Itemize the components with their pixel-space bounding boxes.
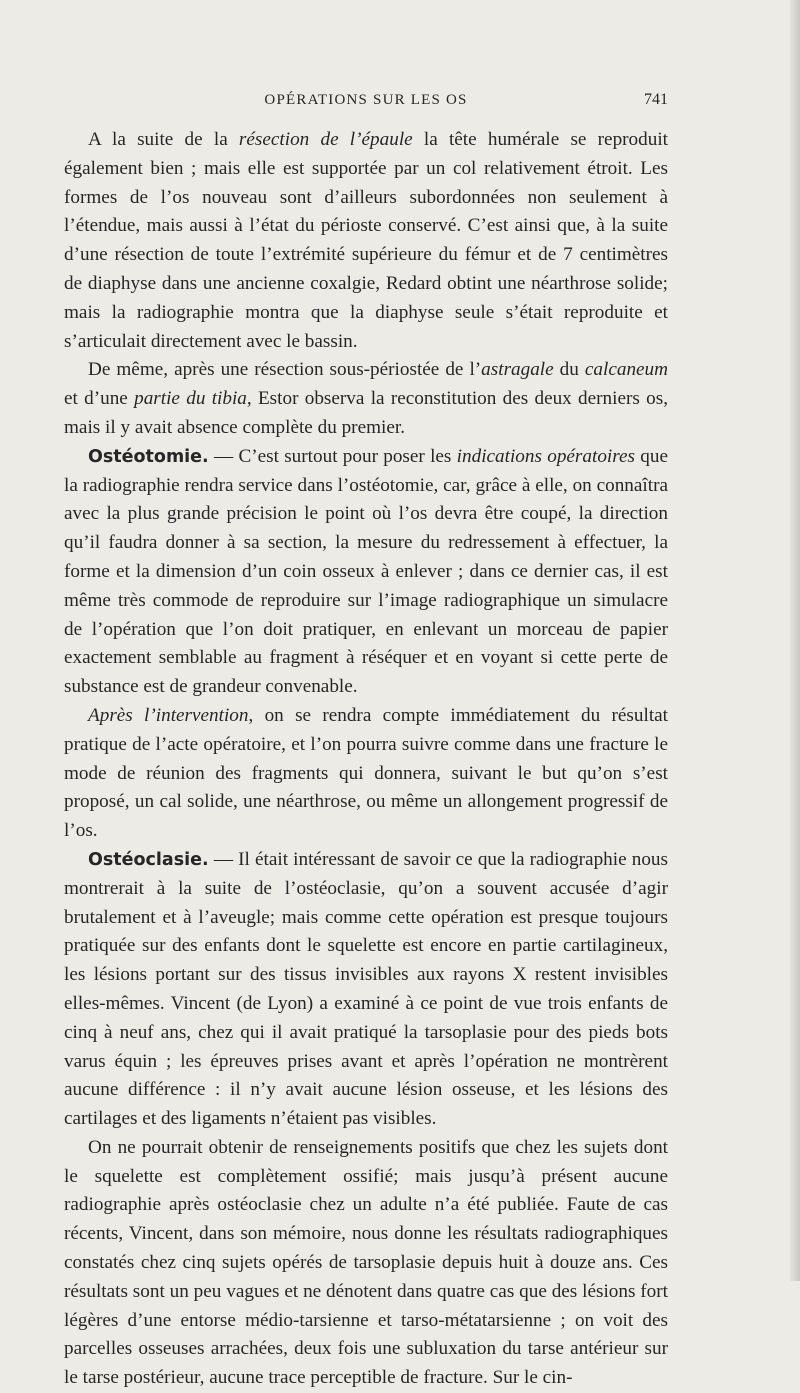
text-run: , on se rendra compte immédiatement du résultat pratique de l’acte opératoire, et l’on pourra suivre comme dans une fracture le mode de réunion des fragments qui donnera, suivant le but qu’on s’est proposé, un cal solide, une néarthrose, ou même un allongement progressif de l’os. — [64, 704, 668, 842]
italic-term: résection de l’épaule — [238, 129, 413, 150]
paragraph-resultats — [64, 1134, 668, 1393]
text-run: la tête humérale se reproduit également bien ; mais elle est supportée par un col relativement étroit. Les formes de l’os nouveau sont d’ailleurs subordonnées non seulement à l’étendue, mais aussi à l’état du périoste conservé. C’est ainsi que, à la suite d’une résection de toute l’extrémité supérieure du fémur et de 7 centimètres de diaphyse dans une ancienne coxalgie, Redard obtint une néarthrose solide; mais la radiographie montra que la diaphyse seule s’était reproduite et s’articulait directement avec le bassin. — [64, 129, 668, 352]
paragraph-osteotomie — [64, 443, 668, 702]
paragraph-intervention — [64, 702, 668, 846]
page-edge — [790, 0, 800, 1281]
text-run: — Il était intéressant de savoir ce que la radiographie nous montrerait à la suite de l’ostéoclasie, qu’on a souvent accusée d’agir brutalement et à l’aveugle; mais comme cette opération est presque toujours pratiquée sur des enfants dont le squelette est encore en partie cartilagineux, les lésions portant sur des tissus invisibles aux rayons X restent invisibles elles-mêmes. Vincent (de Lyon) a examiné à ce point de vue trois enfants de cinq à neuf ans, chez qui il avait pratiqué la tarsoplasie pour des pieds bots varus équin ; les épreuves prises avant et après l’opération ne montrèrent aucune différence : il n’y avait aucune lésion osseuse, et les lésions des cartilages et des ligaments n’étaient pas visibles. — [64, 848, 668, 1130]
italic-term: indications opératoires — [456, 445, 635, 467]
paragraph-epaule — [64, 126, 668, 356]
text-run: De même, après une résection sous-périostée de l’ — [88, 359, 482, 381]
body-text — [64, 126, 668, 1393]
page-number: 741 — [644, 91, 668, 108]
page-header — [64, 90, 668, 114]
text-run: — C’est surtout pour poser les — [208, 445, 457, 467]
text-run: On ne pourrait obtenir de renseignements positifs que chez les sujets dont le squelette est complètement ossifié; mais jusqu’à présent aucune radiographie après ostéoclasie chez un adulte n’a été publiée. Faute de cas récents, Vincent, dans son mémoire, nous donne les résultats radiographiques constatés chez cinq sujets opérés de tarsoplasie depuis huit à douze ans. Ces résultats sont un peu vagues et ne dénotent dans quatre cas que des lésions fort légères d’une entorse médio-tarsienne et tarso-métatarsienne ; on voit des parcelles osseuses arrachées, deux fois une subluxation du tarse antérieur sur le tarse postérieur, aucune trace perceptible de fracture. Sur le cin- — [64, 1136, 668, 1389]
text-run: A la suite de la — [88, 129, 239, 150]
italic-term: partie du tibia — [134, 388, 247, 410]
running-head: OPÉRATIONS SUR LES OS — [264, 92, 468, 108]
paragraph-astragale — [64, 356, 668, 442]
section-title-osteotomie: Ostéotomie. — [88, 446, 209, 467]
text-run: et d’une — [64, 388, 135, 410]
text-run: que la radiographie rendra service dans l’ostéotomie, car, grâce à elle, on connaîtra avec la plus grande précision le point où l’os devra être coupé, la direction qu’il faudra donner à sa section, la mesure du redressement à effectuer, la forme et la dimension d’un coin osseux à enlever ; dans ce dernier cas, il est même très commode de reproduire sur l’image radiographique un simulacre de l’opération que l’on doit pratiquer, en enlevant un morceau de papier exactement semblable au fragment à réséquer et en voyant si cette perte de substance est de grandeur convenable. — [64, 445, 668, 698]
section-title-osteoclasie: Ostéoclasie. — [88, 849, 209, 870]
text-run: du — [553, 359, 585, 381]
italic-term: Après l’intervention — [88, 704, 249, 726]
italic-term: astragale — [481, 359, 554, 381]
text-run: , Estor observa la reconstitution des deux derniers os, mais il y avait absence complète du premier. — [64, 388, 668, 438]
italic-term: calcaneum — [584, 359, 669, 381]
paragraph-osteoclasie — [64, 846, 668, 1134]
